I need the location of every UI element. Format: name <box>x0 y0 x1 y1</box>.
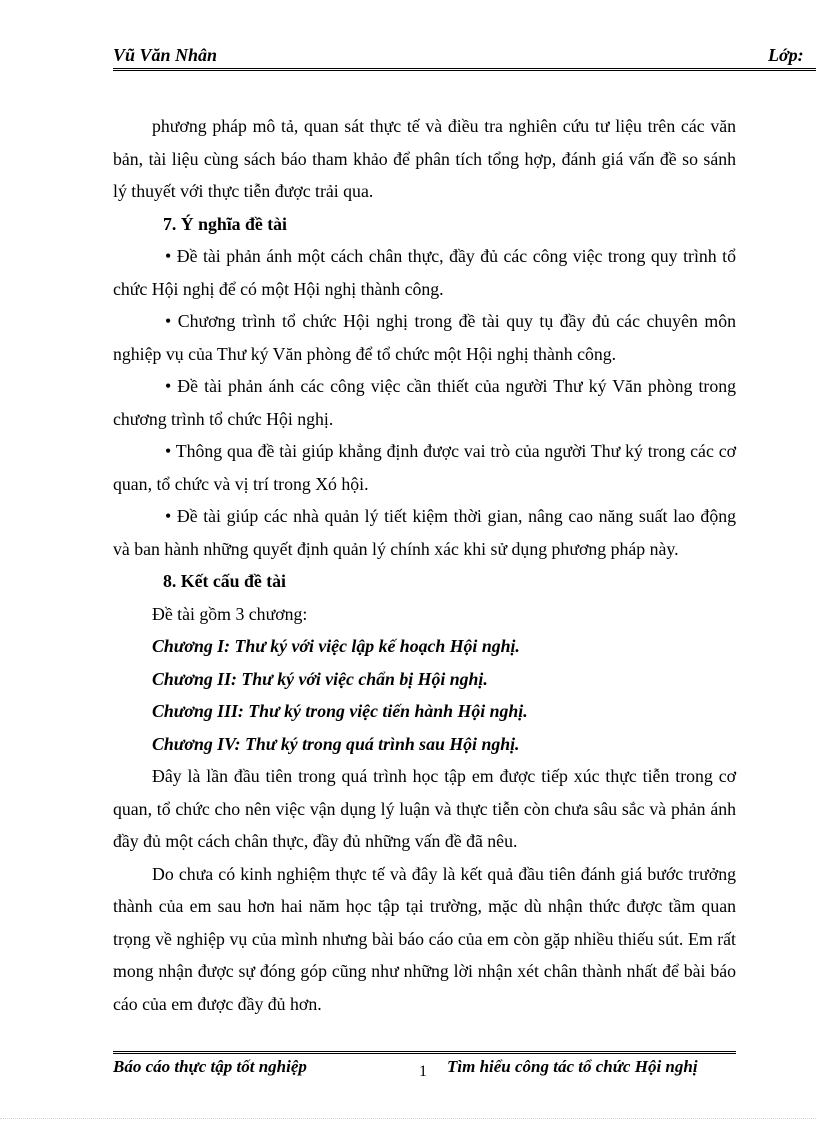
paragraph-experience: Do chưa có kinh nghiệm thực tế và đây là kết quả đầu tiên đánh giá bước trưởng thành của em sau hơn hai năm học tập tại trường, mặc dù nhận thức được tầm quan trọng về nghiệp vụ của mình nhưng bài báo cáo của em còn gặp nhiều thiếu sút. Em rất mong nhận được sự đóng góp cũng như những lời nhận xét chân thành nhất để bài báo cáo của em được đầy đủ hơn. <box>113 863 736 1014</box>
page-boundary <box>0 1118 816 1119</box>
chapter-item: Chương III: Thư ký trong việc tiến hành Hội nghị. <box>152 701 528 721</box>
bullet-item: • Thông qua đề tài giúp khẳng định được vai trò của người Thư ký trong các cơ quan, tổ chức và vị trí trong Xó hội. <box>113 441 736 494</box>
chapter-item: Chương IV: Thư ký trong quá trình sau Hội nghị. <box>152 733 520 754</box>
footer-divider <box>113 1051 736 1054</box>
bullet-item: • Đề tài giúp các nhà quản lý tiết kiệm thời gian, nâng cao năng suất lao động và ban hành những quyết định quản lý chính xác khi sử dụng phương pháp này. <box>113 506 736 559</box>
header-class-label: Lớp: <box>768 45 804 65</box>
bullet-item: • Đề tài phản ánh các công việc cần thiết của người Thư ký Văn phòng trong chương trình tổ chức Hội nghị. <box>113 376 736 429</box>
section-heading-structure: 8. Kết cấu đề tài <box>163 571 286 591</box>
section-heading-significance: 7. Ý nghĩa đề tài <box>163 213 287 234</box>
paragraph-method: phương pháp mô tả, quan sát thực tế và điều tra nghiên cứu tư liệu trên các văn bản, tài liệu cùng sách báo tham khảo để phân tích tổng hợp, đánh giá vấn đề so sánh lý thuyết với thực tiễn được trải qua. <box>113 116 736 201</box>
footer-report-label: Báo cáo thực tập tốt nghiệp <box>113 1057 307 1076</box>
chapter-item: Chương II: Thư ký với việc chẩn bị Hội nghị. <box>152 668 488 689</box>
header-divider <box>113 68 816 71</box>
paragraph-first-time: Đây là lần đầu tiên trong quá trình học tập em được tiếp xúc thực tiễn trong cơ quan, tổ chức cho nên việc vận dụng lý luận và thực tiễn còn chưa sâu sắc và phản ánh đầy đủ một cách chân thực, đầy đủ những vấn đề đã nêu. <box>113 766 736 851</box>
bullet-item: • Đề tài phản ánh một cách chân thực, đầy đủ các công việc trong quy trình tổ chức Hội nghị để có một Hội nghị thành công. <box>113 246 736 299</box>
page-number: 1 <box>419 1063 427 1080</box>
structure-intro: Đề tài gồm 3 chương: <box>152 603 308 624</box>
footer-topic: Tìm hiểu công tác tổ chức Hội nghị <box>447 1057 698 1076</box>
header-author: Vũ Văn Nhân <box>113 45 218 65</box>
chapter-item: Chương I: Thư ký với việc lập kế hoạch Hội nghị. <box>152 636 520 656</box>
document-body <box>113 110 736 1020</box>
bullet-item: • Chương trình tổ chức Hội nghị trong đề tài quy tụ đầy đủ các chuyên môn nghiệp vụ của Thư ký Văn phòng để tổ chức một Hội nghị thành công. <box>113 311 736 364</box>
